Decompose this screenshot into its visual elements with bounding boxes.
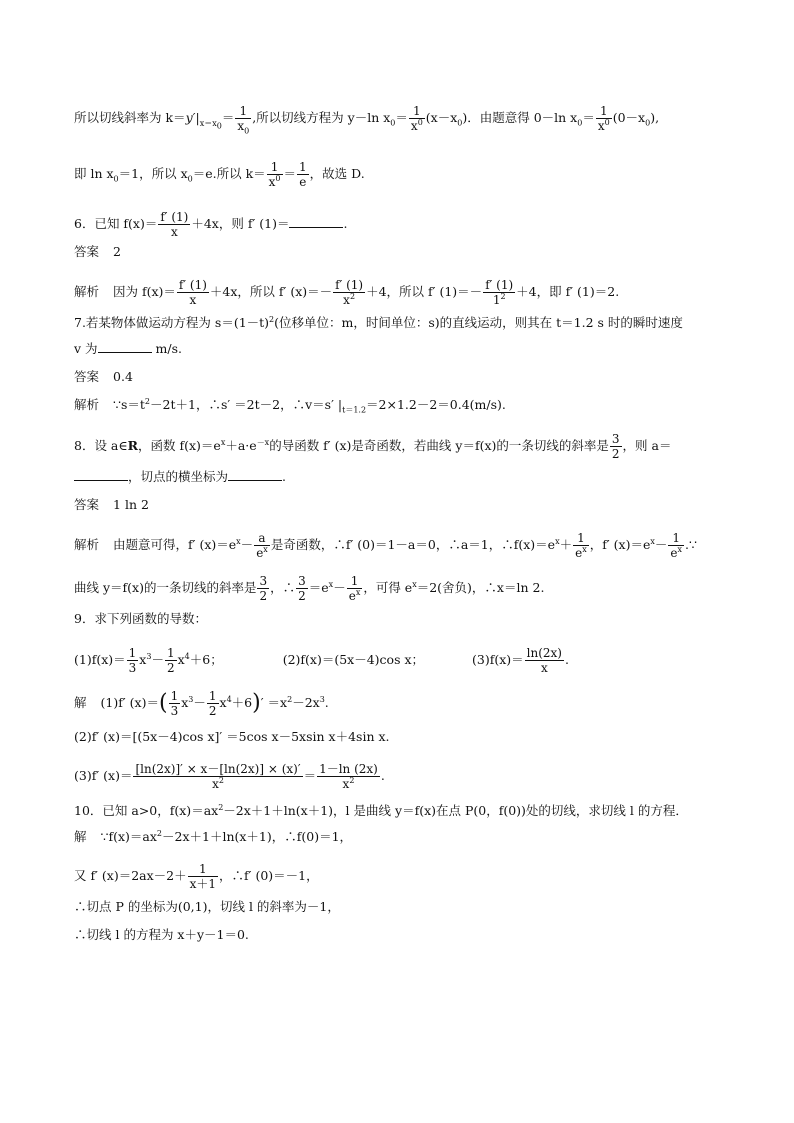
denominator: 3 xyxy=(128,661,137,675)
denominator-text: x xyxy=(597,119,605,133)
subscript: 0 xyxy=(457,118,463,128)
text: . xyxy=(282,469,286,484)
solution-10-line-1 xyxy=(74,828,352,846)
text: － xyxy=(193,695,206,710)
numerator: 1 xyxy=(166,646,175,660)
text: ＋4，所以 f′ (1)＝－ xyxy=(366,284,483,299)
text: ，f′ (x)＝e xyxy=(589,537,651,552)
text: ∴切点 P 的坐标为(0,1)，切线 l 的斜率为－1， xyxy=(74,899,340,914)
fraction xyxy=(177,278,209,307)
denominator: 2 xyxy=(259,589,268,603)
denominator: 2 xyxy=(611,447,620,461)
answer-blank xyxy=(98,340,152,353)
superscript: 2 xyxy=(269,314,275,324)
question-7-line-2 xyxy=(74,340,182,358)
superscript: 0 xyxy=(417,118,423,127)
text: ＋a·e xyxy=(225,438,257,453)
text: ＝ xyxy=(221,110,235,125)
fraction xyxy=(267,160,283,189)
text: － xyxy=(654,537,668,552)
question-6 xyxy=(74,210,347,239)
text: x xyxy=(139,652,147,667)
denominator xyxy=(317,777,380,791)
subscript: 0 xyxy=(645,118,651,128)
text: 是奇函数，∴f′ (0)＝1－a＝0，∴a＝1，∴f(x)＝e xyxy=(270,537,556,552)
subscript: 0 xyxy=(390,118,396,128)
denominator xyxy=(347,589,363,603)
question-9 xyxy=(74,610,207,628)
analysis-8-line-2 xyxy=(74,574,544,603)
text: .∵ xyxy=(685,537,697,552)
superscript: 2 xyxy=(218,802,224,812)
analysis-8-line-1 xyxy=(74,531,697,560)
text: (2)f(x)＝(5x－4)cos x； xyxy=(282,652,425,667)
superscript: x xyxy=(328,579,334,589)
numerator: 1 xyxy=(170,689,179,703)
solution-label: 解 xyxy=(74,829,87,844)
answer-label: 答案 xyxy=(74,244,100,259)
text: x xyxy=(181,695,189,710)
fraction xyxy=(296,574,308,603)
text: ＋6； xyxy=(189,652,223,667)
denominator-text: 1 xyxy=(492,293,501,307)
solution-label: 解 xyxy=(74,695,87,710)
answer-blank xyxy=(74,468,128,481)
denominator-text: x xyxy=(342,777,350,791)
solution-line-tangent-slope xyxy=(74,104,660,136)
superscript: 0 xyxy=(604,118,610,127)
superscript: 2 xyxy=(144,396,151,406)
denominator: 3 xyxy=(170,704,179,718)
text: ，故选 D. xyxy=(309,166,365,181)
text: ＋4x，则 f′ (1)＝ xyxy=(191,216,290,231)
answer-blank xyxy=(289,215,343,228)
numerator: 1－ln (2x) xyxy=(319,762,378,776)
text: (1)f′ (x)＝ xyxy=(100,695,159,710)
solution-10-line-3 xyxy=(74,898,340,916)
fraction xyxy=(573,531,589,560)
text: ＝e xyxy=(308,580,329,595)
superscript: x xyxy=(650,536,655,546)
numerator: f′ (1) xyxy=(335,278,364,292)
denominator xyxy=(596,119,612,133)
text: 8．设 a∈ xyxy=(74,438,128,453)
question-8-line-1 xyxy=(74,432,671,461)
subscript: 0 xyxy=(216,121,222,131)
question-9-parts xyxy=(74,646,569,675)
text: 的导函数 f′ (x)是奇函数，若曲线 y＝f(x)的一条切线的斜率是 xyxy=(269,438,609,453)
superscript: x xyxy=(236,536,241,546)
text: (位移单位：m，时间单位：s)的直线运动，则其在 t＝1.2 s 时的瞬时速度 xyxy=(274,315,683,330)
superscript: x xyxy=(677,545,683,554)
numerator: 3 xyxy=(611,432,620,446)
analysis-7 xyxy=(74,396,506,414)
fraction xyxy=(207,689,219,718)
text: －2x＋1＋ln(x＋1)，∴f(0)＝1， xyxy=(162,829,353,844)
denominator: e xyxy=(299,175,307,189)
text: 即 ln x xyxy=(74,166,114,181)
text: －2x＋1＋ln(x＋1)，l 是曲线 y＝f(x)在点 P(0，f(0))处的切线，求切线 l 的方程． xyxy=(223,803,688,818)
denominator xyxy=(668,546,684,560)
superscript: x xyxy=(555,536,560,546)
solution-9-part-2 xyxy=(74,728,390,746)
text: － xyxy=(151,652,164,667)
fraction xyxy=(668,531,684,560)
analysis-label: 解析 xyxy=(74,397,100,412)
text: ＝2×1.2－2＝0.4(m/s). xyxy=(366,397,506,412)
numerator: f′ (1) xyxy=(160,210,189,224)
text: x xyxy=(219,695,227,710)
superscript: 3 xyxy=(319,694,325,704)
text: ，∴f′ (0)＝－1， xyxy=(219,868,319,883)
denominator xyxy=(409,119,425,133)
numerator: 1 xyxy=(299,160,307,174)
denominator xyxy=(254,546,270,560)
text: x xyxy=(177,652,185,667)
numerator: 3 xyxy=(298,574,306,588)
text: . xyxy=(343,216,348,231)
superscript: x xyxy=(220,437,226,447)
fraction xyxy=(188,862,218,891)
denominator xyxy=(133,777,302,791)
text: －2t＋1，∴s′ ＝2t－2，∴v＝s′ | xyxy=(150,397,343,412)
superscript: x xyxy=(582,545,587,554)
denominator-text: x xyxy=(237,119,245,133)
question-10 xyxy=(74,802,688,820)
denominator: x xyxy=(189,293,197,307)
text: ∵f(x)＝ax xyxy=(100,829,157,844)
answer-label: 答案 xyxy=(74,497,100,512)
subscript: 0 xyxy=(244,126,250,136)
subscript: 0 xyxy=(113,174,119,184)
text: v 为 xyxy=(74,341,98,356)
denominator: x xyxy=(170,225,178,239)
answer-blank xyxy=(228,468,282,481)
denominator-text: x xyxy=(343,293,350,307)
text: ＝2(舍负)，∴x＝ln 2. xyxy=(416,580,545,595)
answer-value: 2 xyxy=(113,244,121,259)
text: ，则 a＝ xyxy=(622,438,672,453)
text: ＋ xyxy=(559,537,573,552)
fraction xyxy=(525,646,564,675)
fraction xyxy=(127,646,139,675)
superscript: 2 xyxy=(218,776,224,785)
text: － xyxy=(333,580,346,595)
text: (3)f′ (x)＝ xyxy=(74,768,133,783)
numerator: 3 xyxy=(259,574,268,588)
text: (0－x xyxy=(612,110,646,125)
fraction xyxy=(317,762,380,791)
numerator: 1 xyxy=(188,862,218,877)
text: ＋4，即 f′ (1)＝2. xyxy=(516,284,620,299)
solution-9-part-1 xyxy=(74,689,329,718)
text: . xyxy=(380,768,385,783)
text: ∴切线 l 的方程为 x＋y－1＝0. xyxy=(74,927,249,942)
denominator: 2 xyxy=(166,661,175,675)
text: . xyxy=(324,695,329,710)
solution-10-line-2 xyxy=(74,862,319,891)
superscript: 2 xyxy=(500,292,506,301)
derivative-symbol: y′| xyxy=(185,110,200,125)
answer-label: 答案 xyxy=(74,369,100,384)
text: (3)f(x)＝ xyxy=(472,652,524,667)
numerator: f′ (1) xyxy=(485,278,514,292)
numerator: 1 xyxy=(208,689,217,703)
text: ＋4x，所以 f′ (x)＝－ xyxy=(209,284,333,299)
fraction xyxy=(610,432,622,461)
numerator: 1 xyxy=(596,104,612,119)
superscript: x xyxy=(263,545,268,554)
text: 10．已知 a>0，f(x)＝ax xyxy=(74,803,219,818)
text: (x－x xyxy=(425,110,458,125)
text: ＝e.所以 k＝ xyxy=(192,166,266,181)
superscript: 2 xyxy=(349,776,355,785)
text: )．由题意得 0－ln x xyxy=(462,110,578,125)
numerator: a xyxy=(254,531,270,546)
text: ，可得 e xyxy=(363,580,413,595)
text: 由题意可得，f′ (x)＝e xyxy=(113,537,237,552)
denominator-text: e xyxy=(256,546,264,560)
answer-value: 0.4 xyxy=(113,369,133,384)
text: －2x xyxy=(292,695,320,710)
solution-9-part-3 xyxy=(74,762,385,791)
text: 又 f′ (x)＝2ax－2＋ xyxy=(74,868,187,883)
answer-7 xyxy=(74,368,133,386)
text: 曲线 y＝f(x)的一条切线的斜率是 xyxy=(74,580,257,595)
denominator-text: e xyxy=(670,546,678,560)
subscript: t＝1.2 xyxy=(342,405,367,415)
fraction xyxy=(169,689,181,718)
solution-line-conclusion xyxy=(74,160,365,189)
denominator-text: e xyxy=(575,546,583,560)
text: ，函数 f(x)＝e xyxy=(138,438,221,453)
numerator: f′ (1) xyxy=(178,278,207,292)
text: ＝ xyxy=(303,768,317,783)
superscript: 2 xyxy=(156,828,162,838)
fraction xyxy=(347,574,363,603)
denominator: x＋1 xyxy=(189,877,217,891)
text: ∵s＝t xyxy=(113,397,145,412)
denominator: 2 xyxy=(208,704,217,718)
numerator: 1 xyxy=(409,104,425,119)
fraction xyxy=(257,574,269,603)
text: . xyxy=(565,652,569,667)
subscript: 0 xyxy=(187,174,193,184)
numerator: 1 xyxy=(573,531,589,546)
superscript: 3 xyxy=(146,651,152,661)
fraction xyxy=(235,104,251,136)
superscript: －x xyxy=(256,437,270,447)
denominator: x xyxy=(540,661,548,675)
analysis-label: 解析 xyxy=(74,284,100,299)
text: ＋6 xyxy=(231,695,253,710)
text: ＝ xyxy=(283,166,297,181)
text: 所以切线斜率为 k＝ xyxy=(74,110,186,125)
analysis-6 xyxy=(74,278,619,307)
solution-10-line-4 xyxy=(74,926,249,944)
text: ，∴ xyxy=(270,580,296,595)
numerator: ln(2x) xyxy=(526,646,562,660)
fraction xyxy=(409,104,425,133)
fraction xyxy=(254,531,270,560)
superscript: 3 xyxy=(188,694,194,704)
answer-value: 1 ln 2 xyxy=(113,497,149,512)
text: 9．求下列函数的导数： xyxy=(74,611,207,626)
left-paren: ( xyxy=(158,690,168,716)
answer-6 xyxy=(74,243,121,261)
text: m/s. xyxy=(155,341,182,356)
denominator xyxy=(483,293,515,307)
answer-8 xyxy=(74,496,149,514)
denominator-text: x xyxy=(410,119,418,133)
fraction xyxy=(297,160,309,189)
numerator: 1 xyxy=(128,646,137,660)
fraction xyxy=(158,210,190,239)
denominator xyxy=(573,546,589,560)
superscript: x xyxy=(355,588,361,597)
subscript: 0 xyxy=(577,118,583,128)
text: (2)f′ (x)＝[(5x－4)cos x]′ ＝5cos x－5xsin x＋4sin x. xyxy=(74,729,390,744)
fraction xyxy=(133,762,302,791)
subscript: x＝x xyxy=(199,118,217,128)
denominator: 2 xyxy=(298,589,306,603)
real-numbers-symbol: R xyxy=(127,438,139,453)
superscript: 2 xyxy=(287,694,293,704)
text: ＝1，所以 x xyxy=(118,166,188,181)
superscript: 0 xyxy=(275,174,281,183)
text: 6．已知 f(x)＝ xyxy=(74,216,158,231)
text: 7.若某物体做运动方程为 s＝(1－t) xyxy=(74,315,270,330)
text: ′ ＝x xyxy=(260,695,288,710)
question-7-line-1 xyxy=(74,314,683,332)
denominator xyxy=(333,293,365,307)
numerator: 1 xyxy=(347,574,363,589)
text: ), xyxy=(650,110,660,125)
numerator: 1 xyxy=(267,160,283,175)
numerator: 1 xyxy=(235,104,251,119)
superscript: x xyxy=(412,579,417,589)
denominator xyxy=(267,175,283,189)
denominator-text: x xyxy=(268,175,276,189)
superscript: 4 xyxy=(184,651,190,661)
text: ,所以切线方程为 y－ln x xyxy=(252,110,391,125)
right-paren: ) xyxy=(252,690,261,716)
text: ＝ xyxy=(582,110,595,125)
denominator xyxy=(235,119,251,136)
fraction xyxy=(483,278,515,307)
text: ＝ xyxy=(395,110,408,125)
numerator: 1 xyxy=(668,531,684,546)
text: － xyxy=(240,537,254,552)
text: (1)f(x)＝ xyxy=(74,652,126,667)
fraction xyxy=(333,278,365,307)
text: 因为 f(x)＝ xyxy=(113,284,176,299)
denominator-text: e xyxy=(348,589,356,603)
fraction xyxy=(596,104,612,133)
fraction xyxy=(165,646,177,675)
superscript: 4 xyxy=(226,694,232,704)
denominator-text: x xyxy=(212,777,219,791)
text: ，切点的横坐标为 xyxy=(128,469,229,484)
analysis-label: 解析 xyxy=(74,537,100,552)
numerator: [ln(2x)]′ × x－[ln(2x)] × (x)′ xyxy=(135,762,301,776)
superscript: 2 xyxy=(349,292,356,301)
question-8-line-2 xyxy=(74,468,286,486)
